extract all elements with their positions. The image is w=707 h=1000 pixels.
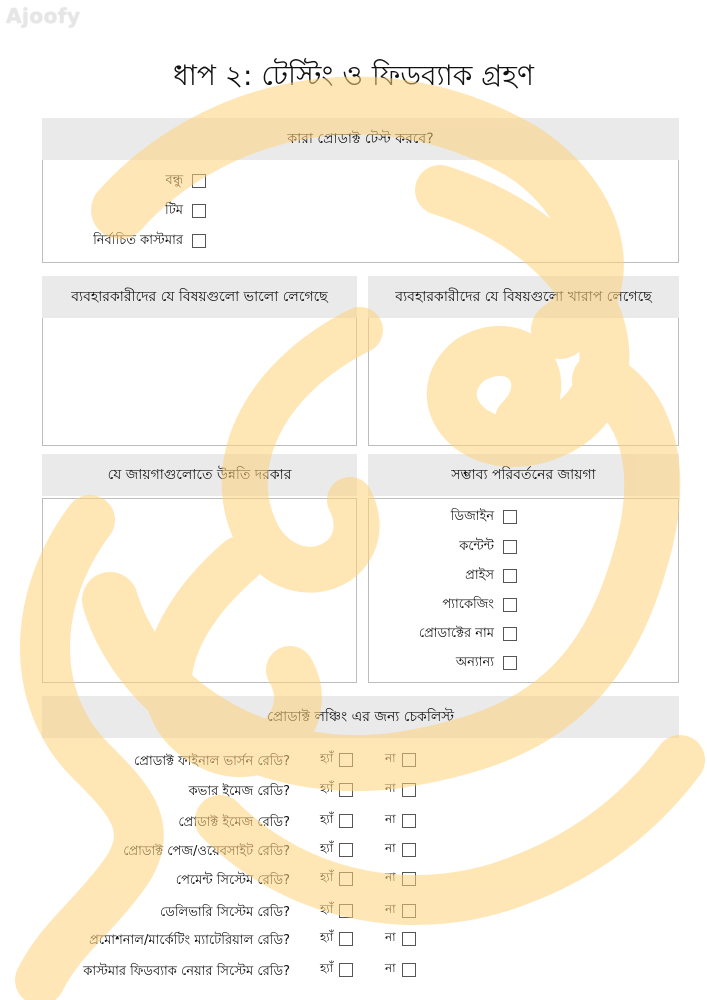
option-team[interactable] xyxy=(42,202,206,220)
option-label: প্রোডাক্টের নাম xyxy=(418,625,494,641)
yes-label: হ্যাঁ xyxy=(320,781,334,795)
yes-checkbox[interactable] xyxy=(339,843,353,857)
checklist-question: ডেলিভারি সিস্টেম রেডি? xyxy=(159,905,290,920)
checklist-no[interactable] xyxy=(385,901,416,921)
yes-checkbox[interactable] xyxy=(339,963,353,977)
yes-label: হ্যাঁ xyxy=(320,930,334,944)
yes-label: হ্যাঁ xyxy=(320,902,334,916)
option-label: প্যাকেজিং xyxy=(442,596,494,612)
checklist-no[interactable] xyxy=(385,960,416,980)
checkbox[interactable] xyxy=(192,204,206,218)
checklist-yes[interactable] xyxy=(320,929,353,949)
no-label: না xyxy=(385,961,396,975)
no-label: না xyxy=(385,781,396,795)
yes-checkbox[interactable] xyxy=(339,753,353,767)
checklist-question: পেমেন্ট সিস্টেম রেডি? xyxy=(175,873,290,888)
checkbox[interactable] xyxy=(192,174,206,188)
checklist-question: প্রোডাক্ট পেজ/ওয়েবসাইট রেডি? xyxy=(123,844,290,859)
brand-logo: Ajoofy xyxy=(6,4,81,28)
yes-checkbox[interactable] xyxy=(339,932,353,946)
option-label: প্রাইস xyxy=(465,567,494,583)
option-label: ডিজাইন xyxy=(450,508,494,524)
checklist-question: প্রমোশনাল/মার্কেটিং ম্যাটেরিয়াল রেডি? xyxy=(89,933,290,948)
no-checkbox[interactable] xyxy=(402,814,416,828)
checkbox[interactable] xyxy=(503,540,517,554)
change-option-price[interactable] xyxy=(368,567,517,585)
option-label: টিম xyxy=(164,202,183,218)
who-tests-header: কারা প্রোডাক্ট টেস্ট করবে? xyxy=(42,118,679,160)
no-checkbox[interactable] xyxy=(402,872,416,886)
yes-label: হ্যাঁ xyxy=(320,870,334,884)
yes-label: হ্যাঁ xyxy=(320,751,334,765)
page-title: ধাপ ২: টেস্টিং ও ফিডব্যাক গ্রহণ xyxy=(173,59,534,92)
no-label: না xyxy=(385,870,396,884)
no-checkbox[interactable] xyxy=(402,783,416,797)
checklist-yes[interactable] xyxy=(320,901,353,921)
no-label: না xyxy=(385,902,396,916)
option-label: অন্যান্য xyxy=(455,654,494,670)
option-label: নির্বাচিত কাস্টমার xyxy=(93,232,183,248)
checkbox[interactable] xyxy=(503,627,517,641)
no-label: না xyxy=(385,841,396,855)
change-option-product-name[interactable] xyxy=(368,625,517,643)
change-option-other[interactable] xyxy=(368,654,517,672)
checkbox[interactable] xyxy=(503,598,517,612)
checklist-no[interactable] xyxy=(385,811,416,831)
disliked-header: ব্যবহারকারীদের যে বিষয়গুলো খারাপ লেগেছে xyxy=(368,276,679,318)
checklist-header: প্রোডাক্ট লঞ্চিং এর জন্য চেকলিস্ট xyxy=(42,696,679,738)
improve-header: যে জায়গাগুলোতে উন্নতি দরকার xyxy=(42,454,357,496)
liked-header: ব্যবহারকারীদের যে বিষয়গুলো ভালো লেগেছে xyxy=(42,276,357,318)
no-checkbox[interactable] xyxy=(402,843,416,857)
option-selected-customers[interactable] xyxy=(42,232,206,250)
checklist-yes[interactable] xyxy=(320,780,353,800)
checkbox[interactable] xyxy=(192,234,206,248)
yes-checkbox[interactable] xyxy=(339,814,353,828)
checkbox[interactable] xyxy=(503,569,517,583)
checklist-question: কাস্টমার ফিডব্যাক নেয়ার সিস্টেম রেডি? xyxy=(83,964,290,979)
improve-notes-box[interactable] xyxy=(42,498,357,683)
yes-checkbox[interactable] xyxy=(339,872,353,886)
no-label: না xyxy=(385,751,396,765)
checkbox[interactable] xyxy=(503,510,517,524)
option-friends[interactable] xyxy=(42,172,206,190)
liked-notes-box[interactable] xyxy=(42,318,357,446)
checklist-no[interactable] xyxy=(385,750,416,770)
checklist-yes[interactable] xyxy=(320,811,353,831)
yes-label: হ্যাঁ xyxy=(320,961,334,975)
change-option-design[interactable] xyxy=(368,508,517,526)
yes-label: হ্যাঁ xyxy=(320,812,334,826)
checklist-yes[interactable] xyxy=(320,840,353,860)
yes-label: হ্যাঁ xyxy=(320,841,334,855)
disliked-notes-box[interactable] xyxy=(368,318,679,446)
changes-header: সম্ভাব্য পরিবর্তনের জায়গা xyxy=(368,454,679,496)
no-label: না xyxy=(385,930,396,944)
no-checkbox[interactable] xyxy=(402,963,416,977)
checklist-yes[interactable] xyxy=(320,750,353,770)
no-checkbox[interactable] xyxy=(402,753,416,767)
checklist-question: প্রোডাক্ট ফাইনাল ভার্সন রেডি? xyxy=(134,754,290,769)
yes-checkbox[interactable] xyxy=(339,904,353,918)
checklist-no[interactable] xyxy=(385,929,416,949)
checklist-no[interactable] xyxy=(385,780,416,800)
no-checkbox[interactable] xyxy=(402,904,416,918)
no-checkbox[interactable] xyxy=(402,932,416,946)
yes-checkbox[interactable] xyxy=(339,783,353,797)
option-label: বন্ধু xyxy=(165,172,183,188)
checklist-question: কভার ইমেজ রেডি? xyxy=(188,784,290,799)
checklist-yes[interactable] xyxy=(320,960,353,980)
no-label: না xyxy=(385,812,396,826)
change-option-packaging[interactable] xyxy=(368,596,517,614)
checklist-no[interactable] xyxy=(385,869,416,889)
checklist-no[interactable] xyxy=(385,840,416,860)
change-option-content[interactable] xyxy=(368,538,517,556)
option-label: কন্টেন্ট xyxy=(459,538,494,554)
checklist-yes[interactable] xyxy=(320,869,353,889)
checklist-question: প্রোডাক্ট ইমেজ রেডি? xyxy=(178,815,290,830)
checkbox[interactable] xyxy=(503,656,517,670)
